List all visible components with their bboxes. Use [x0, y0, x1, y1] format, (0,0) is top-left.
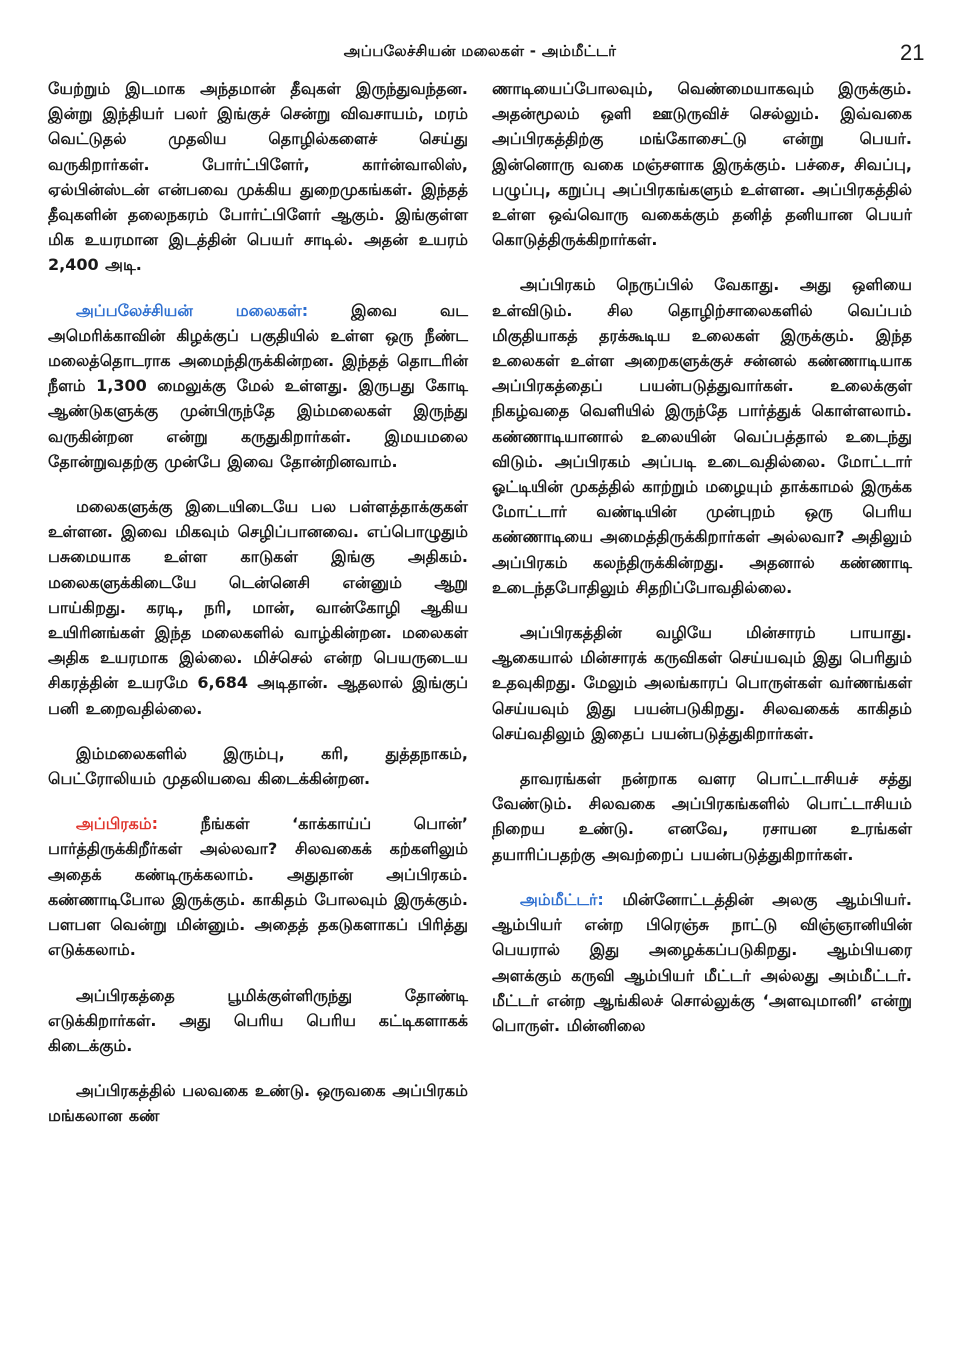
section-heading-mica: அப்பிரகம்:	[76, 814, 159, 834]
paragraph-appalachian	[48, 298, 468, 474]
paragraph-mica-heat: அப்பிரகம் நெருப்பில் வேகாது. அது ஒளியை உள்விடும். சில தொழிற்சாலைகளில் வெப்பம் மிகுதியாகத் தரக்கூடிய உலைகள் இருக்கும். இந்த உலைகள் உள்ள அறைகளுக்குச் சன்னல் கண்ணாடியாக அப்பிரகத்தைப் பயன்படுத்துவார்கள். உலைக்குள் நிகழ்வதை வெளியில் இருந்தே பார்த்துக் கொள்ளலாம். கண்ணாடியானால் உலையின் வெப்பத்தால் உடைந்து விடும். அப்பிரகம் அப்படி உடைவதில்லை. மோட்டார் ஓட்டியின் முகத்தில் காற்றும் மழையும் தாக்காமல் இருக்க மோட்டார் வண்டியின் முன்புறம் ஒரு பெரிய கண்ணாடியை அமைத்திருக்கிறார்கள் அல்லவா? அதிலும் அப்பிரகம் கலந்திருக்கின்றது. அதனால் கண்ணாடி உடைந்தபோதிலும் சிதறிப்போவதில்லை.	[492, 275, 912, 597]
running-header	[0, 40, 966, 68]
paragraph-valleys: மலைகளுக்கு இடையிடையே பல பள்ளத்தாக்குகள் உள்ளன. இவை மிகவும் செழிப்பானவை. எப்பொழுதும் பசுமையாக உள்ள காடுகள் இங்கு அதிகம். மலைகளுக்கிடையே டென்னெசி என்னும் ஆறு பாய்கிறது. கரடி, நரி, மான், வான்கோழி ஆகிய உயிரினங்கள் இந்த மலைகளில் வாழ்கின்றன. மலைகள் அதிக உயரமாக இல்லை. மிச்செல் என்ற பெயருடைய சிகரத்தின் உயரமே 6,684 அடிதான். ஆதலால் இங்குப் பனி உறைவதில்லை.	[48, 497, 468, 718]
paragraph-text: இவை வட அமெரிக்காவின் கிழக்குப் பகுதியில் உள்ள ஒரு நீண்ட மலைத்தொடராக அமைந்திருக்கின்றன. இந்தத் தொடரின் நீளம் 1,300 மைலுக்கு மேல் உள்ளது. இருபது கோடி ஆண்டுகளுக்கு முன்பிருந்தே இம்மலைகள் இருந்து வருகின்றன என்று கருதுகிறார்கள். இமயமலை தோன்றுவதற்கு முன்பே இவை தோன்றினவாம்.	[48, 300, 469, 471]
left-column	[48, 76, 468, 1149]
section-heading-appalachian: அப்பலேச்சியன் மலைகள்:	[76, 300, 309, 320]
paragraph-andaman-continued: யேற்றும் இடமாக அந்தமான் தீவுகள் இருந்துவந்தன. இன்று இந்தியர் பலர் இங்குச் சென்று விவசாயம், மரம் வெட்டுதல் முதலிய தொழில்களைச் செய்து வருகிறார்கள். போர்ட்பிளேர், கார்ன்வாலிஸ், ஏல்பின்ஸ்டன் என்பவை முக்கிய துறைமுகங்கள். இந்தத் தீவுகளின் தலைநகரம் போர்ட்பிளேர் ஆகும். இங்குள்ள மிக உயரமான இடத்தின் பெயர் சாடில். அதன் உயரம் 2,400 அடி.	[48, 79, 468, 275]
paragraph-minerals: இம்மலைகளில் இரும்பு, கரி, துத்தநாகம், பெட்ரோலியம் முதலியவை கிடைக்கின்றன.	[48, 743, 468, 789]
right-column	[492, 76, 912, 1058]
paragraph-mica-mining: அப்பிரகத்தை பூமிக்குள்ளிருந்து தோண்டி எடுக்கிறார்கள். அது பெரிய பெரிய கட்டிகளாகக் கிடைக்கும்.	[48, 985, 468, 1055]
paragraph-mica-types: அப்பிரகத்தில் பலவகை உண்டு. ஒருவகை அப்பிரகம் மங்கலான கண்	[48, 1081, 468, 1126]
paragraph-mica-potassium: தாவரங்கள் நன்றாக வளர பொட்டாசியச் சத்து வேண்டும். சிலவகை அப்பிரகங்களில் பொட்டாசியம் நிறைய உண்டு. எனவே, ரசாயன உரங்கள் தயாரிப்பதற்கு அவற்றைப் பயன்படுத்துகிறார்கள்.	[492, 769, 912, 864]
section-heading-ammeter: அம்மீட்டர்:	[520, 889, 604, 909]
paragraph-mica	[48, 811, 468, 962]
page-title: அப்பலேச்சியன் மலைகள் - அம்மீட்டர்	[343, 42, 617, 60]
paragraph-mica-electricity: அப்பிரகத்தின் வழியே மின்சாரம் பாயாது. ஆகையால் மின்சாரக் கருவிகள் செய்யவும் இது பெரிதும் உதவுகிறது. மேலும் அலங்காரப் பொருள்கள் வர்ணங்கள் செய்யவும் இது பயன்படுகிறது. சிலவகைக் காகிதம் செய்வதிலும் இதைப் பயன்படுத்துகிறார்கள்.	[492, 623, 912, 743]
paragraph-mica-types-continued: ணாடியைப்போலவும், வெண்மையாகவும் இருக்கும். அதன்மூலம் ஒளி ஊடுருவிச் செல்லும். இவ்வகை அப்பிரகத்திற்கு மங்கோசைட்டு என்று பெயர். இன்னொரு வகை மஞ்சளாக இருக்கும். பச்சை, சிவப்பு, பழுப்பு, கறுப்பு அப்பிரகங்களும் உள்ளன. அப்பிரகத்தில் உள்ள ஒவ்வொரு வகைக்கும் தனித் தனியான பெயர் கொடுத்திருக்கிறார்கள்.	[492, 79, 912, 250]
paragraph-ammeter	[492, 887, 912, 1038]
page-number: 21	[900, 40, 925, 65]
paragraph-text: மின்னோட்டத்தின் அலகு ஆம்பியர். ஆம்பியர் என்ற பிரெஞ்சு நாட்டு விஞ்ஞானியின் பெயரால் இது அழைக்கப்படுகிறது. ஆம்பியரை அளக்கும் கருவி ஆம்பியர் மீட்டர் அல்லது அம்மீட்டர். மீட்டர் என்ற ஆங்கிலச் சொல்லுக்கு ‘அளவுமானி’ என்று பொருள். மின்னிலை	[492, 889, 912, 1035]
paragraph-text: நீங்கள் ‘காக்காய்ப் பொன்’ பார்த்திருக்கிறீர்கள் அல்லவா? சிலவகைக் கற்களிலும் அதைக் கண்டிருக்கலாம். அதுதான் அப்பிரகம். கண்ணாடிபோல இருக்கும். காகிதம் போலவும் இருக்கும். பளபள வென்று மின்னும். அதைத் தகடுகளாகப் பிரித்து எடுக்கலாம்.	[48, 814, 468, 960]
